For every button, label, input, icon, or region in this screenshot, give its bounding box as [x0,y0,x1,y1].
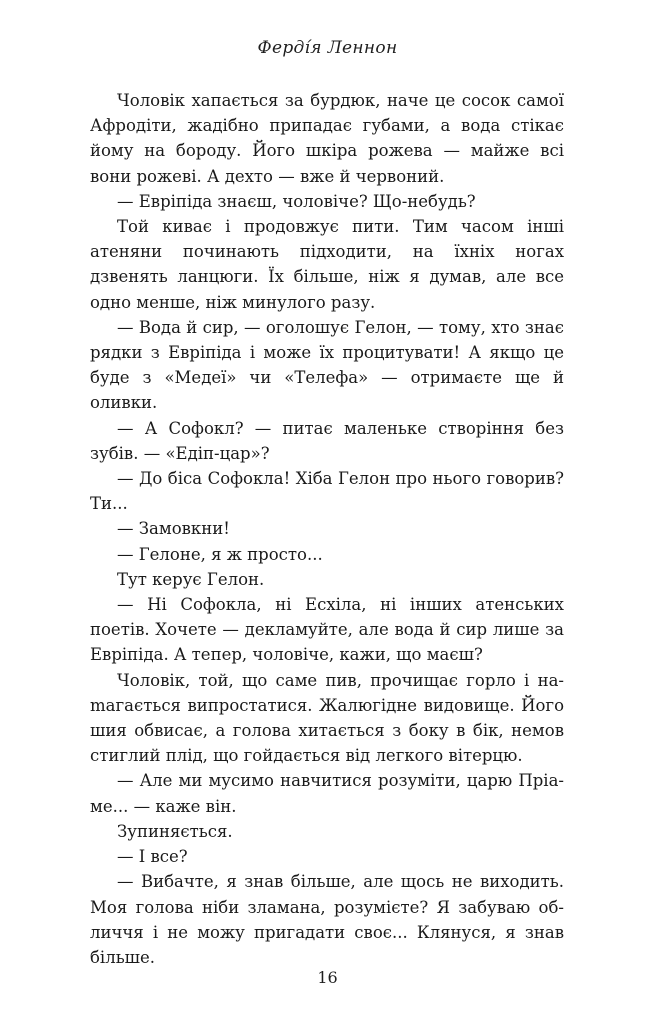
running-header-author: Ферді́я Леннон [257,38,398,58]
paragraph: Зупиняється. [117,821,233,841]
paragraph: — Але ми мусимо навчитися розуміти, царю Пріаме... — каже він. [90,771,564,816]
paragraph: — До біса Софокла! Хіба Гелон про нього говорив? Ти... [90,469,564,514]
paragraph: — Замовкни! [117,519,230,539]
paragraph: — І все? [117,847,188,867]
paragraph: — Гелоне, я ж просто... [117,544,323,564]
paragraph: Чоловік хапається за бурдюк, наче це сосок самої Афродіти, жадібно припадає губами, а вода стікає йому на бороду. Його шкіра рожева — майже всі вони рожеві. А дехто — вже й червоний. [90,91,564,186]
paragraph: — Евріпіда знаєш, чоловіче? Що-небудь? [117,191,476,211]
body-text [90,88,564,970]
paragraph: Той киває і продовжує пити. Тим часом інші атеняни починають підходити, на їхніх ногах дзвенять ланцюги. Їх більше, ніж я думав, але все одно менше, ніж минулого разу. [90,217,564,312]
paragraph: — А Софокл? — питає маленьке створіння без зубів. — «Едіп-цар»? [90,418,564,463]
paragraph: — Ні Софокла, ні Есхіла, ні інших атенських поетів. Хочете — декламуйте, але вода й сир лише за Евріпіда. А тепер, чоловіче, кажи, що маєш? [90,595,564,665]
paragraph: — Вибачте, я знав більше, але щось не виходить. Моя голова ніби зламана, розумієте? Я забуваю обличчя і не можу пригадати своє... Клянуся, я знав більше. [90,872,564,967]
paragraph: — Вода й сир, — оголошує Гелон, — тому, хто знає рядки з Евріпіда і може їх процитувати! А якщо це буде з «Медеї» чи «Телефа» — отримаєте ще й оливки. [90,317,564,413]
page-number: 16 [317,968,338,987]
paragraph: Чоловік, той, що саме пив, прочищає горло і наmагається випростатися. Жалюгідне видовище. Його шия обвисає, а голова хитається з боку в бік, немов стиглий плід, що гойдається від легкого вітерцю. [90,670,564,766]
paragraph: Тут керує Гелон. [117,569,265,589]
